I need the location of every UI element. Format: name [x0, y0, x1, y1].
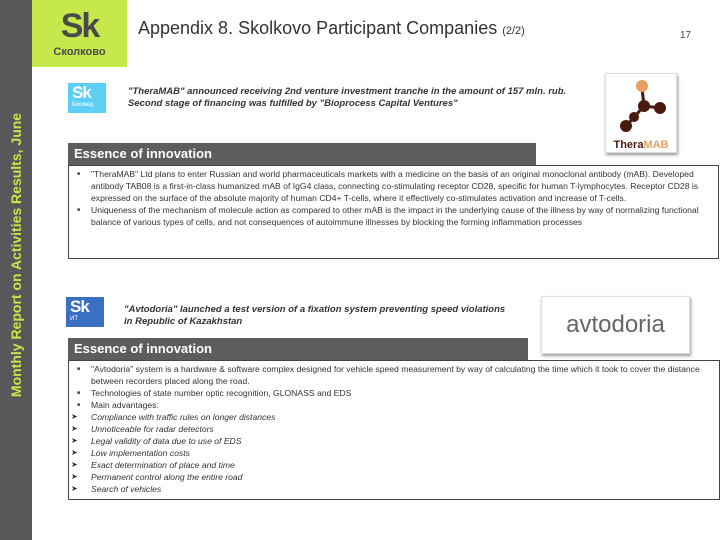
avtodoria-description	[68, 360, 720, 500]
advantage-item: ➤ Unnoticeable for radar detectors	[77, 423, 713, 435]
page-title: Appendix 8. Skolkovo Participant Companies (2/2)	[138, 18, 525, 38]
biomed-cluster-logo: Sk Биомед	[68, 83, 106, 113]
advantage-item: ➤ Search of vehicles	[77, 483, 713, 495]
page-number: 17	[680, 30, 692, 41]
list-item: ■ "TheraMAB" Ltd plans to enter Russian and world pharmaceuticals markets with a medicine on the basis of an original monoclonal antibody (mAB). Developed antibody TAB08 is a first-in-class humanized mAB of IgG4 class, connecting co-stimulating receptor CD28, specific for human T-lymphocytes. Receptor CD28 is expressed on the surface of the absolute majority of human CD4+ T-cells, where it effectively co-stimulates activation and increase of T-cells.	[77, 168, 712, 204]
theramab-description	[68, 165, 719, 259]
it-cluster-logo: Sk ИТ	[66, 297, 104, 327]
list-item: ■ Technologies of state number optic recognition, GLONASS and EDS	[77, 387, 713, 399]
advantage-item: ➤ Compliance with traffic rules on longer distances	[77, 411, 713, 423]
skolkovo-logo: Sk Сколково	[32, 0, 127, 67]
list-item: ■ "Avtodoria" system is a hardware & software complex designed for vehicle speed measurement by way of calculating the time which it took to cover the distance between recorders placed along the road.	[77, 363, 713, 387]
avtodoria-headline: "Avtodoria" launched a test version of a fixation system preventing speed violations in Republic of Kazakhstan	[124, 304, 506, 327]
theramab-headline: "TheraMAB" announced receiving 2nd venture investment tranche in the amount of 157 mln. rub. Second stage of financing was fulfilled by "Bioprocess Capital Ventures"	[128, 86, 567, 109]
advantage-item: ➤ Legal validity of data due to use of EDS	[77, 435, 713, 447]
list-item: ■ Main advantages:	[77, 399, 713, 411]
advantage-item: ➤ Low implementation costs	[77, 447, 713, 459]
report-title-vertical: Monthly Report on Activities Results, June	[8, 112, 24, 398]
molecule-icon	[606, 74, 678, 134]
theramab-logo: TheraMAB	[605, 73, 677, 153]
list-item: ■ Uniqueness of the mechanism of molecule action as compared to other mAB is the impact in the underlying cause of the illness by way of normalizing functional balance of various types of cells, and not consequences of autoimmune illnesses by blocking the forming inflammation processes	[77, 204, 712, 228]
avtodoria-logo: avtodoria	[541, 296, 690, 354]
section-bar-avtodoria: Essence of innovation	[68, 338, 528, 360]
sidebar	[0, 0, 32, 540]
section-bar-theramab: Essence of innovation	[68, 143, 536, 165]
advantage-item: ➤ Exact determination of place and time	[77, 459, 713, 471]
advantage-item: ➤ Permanent control along the entire road	[77, 471, 713, 483]
